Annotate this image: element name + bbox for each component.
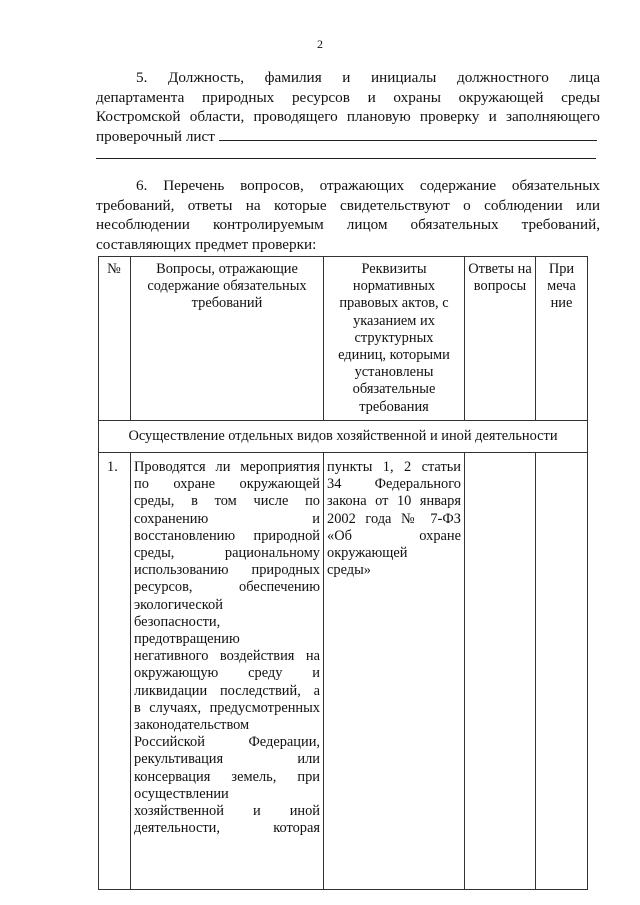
header-notes-line: При [548, 261, 575, 277]
row-question-line: сохранению и [134, 510, 320, 527]
row-requisites-line: пункты 1, 2 статьи [327, 459, 461, 475]
row-question [134, 459, 320, 837]
row-question-line: осуществлении [134, 785, 229, 802]
section-5-line: департамента природных ресурсов и охраны окружающей среды [96, 88, 600, 106]
row-requisites-line: среды» [327, 562, 371, 579]
section-6-line: составляющих предмет проверки: [96, 235, 317, 253]
table-border [98, 889, 588, 890]
header-questions-line: Вопросы, отражающие [156, 261, 298, 277]
header-requisites-line: нормативных [352, 278, 436, 295]
fill-in-line-blank[interactable] [96, 158, 596, 159]
header-requisites-line: структурных [354, 329, 434, 346]
section-6-line: 6. Перечень вопросов, отражающих содержание обязательных [136, 177, 600, 194]
section-5-line-text: проверочный лист [96, 127, 215, 145]
row-question-line: ресурсов, обеспечению [134, 579, 320, 596]
row-question-line: рекультивация или [134, 751, 320, 768]
row-number: 1. [107, 459, 118, 475]
row-question-line: окружающую среду и [134, 665, 320, 682]
row-answer-cell[interactable] [465, 459, 535, 879]
fill-in-line[interactable] [219, 127, 597, 141]
row-question-line: Проводятся ли мероприятия [134, 459, 320, 475]
section-5-line: 5. Должность, фамилия и инициалы должностного лица [136, 69, 600, 86]
header-requisites-line: обязательные [352, 381, 436, 398]
row-requisites-line: 2002 года № 7-ФЗ [327, 510, 461, 527]
row-question-line: деятельности, которая [134, 820, 320, 837]
table-border [130, 452, 131, 890]
row-requisites-line: закона от 10 января [327, 493, 461, 510]
row-question-line: восстановлению природной [134, 527, 320, 544]
header-questions-line: содержание обязательных [147, 278, 307, 295]
section-6-paragraph [96, 176, 600, 254]
row-question-line: ликвидации последствий, а [134, 682, 320, 699]
section-6-line: несоблюдении контролируемым лицом обязательных требований, [96, 216, 600, 233]
table-border [98, 256, 588, 257]
table-border [98, 452, 588, 453]
header-requisites-line: правовых актов, с [339, 295, 449, 312]
row-question-line: предотвращению [134, 631, 240, 648]
table-section-title: Осуществление отдельных видов хозяйственной и иной деятельности [128, 428, 558, 444]
section-5-line: Костромской области, проводящего плановую проверку и заполняющего [96, 108, 600, 125]
requirements-table [98, 256, 588, 890]
header-notes-line: меча [547, 278, 576, 295]
header-answers-line: Ответы на [468, 261, 532, 277]
table-border [587, 256, 588, 890]
header-number: № [107, 261, 121, 277]
row-note-cell[interactable] [536, 459, 587, 879]
header-questions [131, 261, 323, 313]
table-border [323, 452, 324, 890]
row-requisites [327, 459, 461, 579]
row-question-line: по охране окружающей [134, 476, 320, 493]
header-requisites-line: требования [359, 398, 429, 415]
row-question-line: негативного воздействия на [134, 648, 320, 665]
header-questions-line: требований [191, 295, 263, 312]
row-question-line: использованию природных [134, 562, 320, 579]
header-notes [536, 261, 587, 313]
row-question-line: безопасности, [134, 613, 221, 630]
header-notes-line: ние [550, 295, 573, 312]
page-number: 2 [317, 37, 323, 51]
row-question-line: среды, рациональному [134, 545, 320, 562]
section-5-paragraph [96, 68, 600, 146]
table-border [98, 420, 588, 421]
row-question-line: экологической [134, 596, 223, 613]
header-requisites [324, 261, 464, 416]
header-requisites-line: указанием их [353, 312, 435, 329]
section-5-line [96, 127, 600, 147]
row-question-line: Российской Федерации, [134, 734, 320, 751]
row-question-line: консервация земель, при [134, 768, 320, 785]
row-requisites-line: «Об охране [327, 527, 461, 544]
header-requisites-line: единиц, которыми [338, 347, 450, 364]
header-answers-line: вопросы [473, 278, 527, 295]
table-border [98, 256, 99, 890]
row-requisites-line: окружающей [327, 545, 408, 562]
row-requisites-line: 34 Федерального [327, 476, 461, 493]
section-6-line: требований, ответы на которые свидетельствуют о соблюдении или [96, 196, 600, 214]
row-question-line: законодательством [134, 717, 250, 734]
row-question-line: среды, в том числе по [134, 493, 320, 510]
header-requisites-line: Реквизиты [361, 261, 427, 277]
header-requisites-line: установлены [354, 364, 434, 381]
row-question-line: в случаях, предусмотренных [134, 699, 320, 716]
header-answers [465, 261, 535, 295]
row-question-line: хозяйственной и иной [134, 803, 320, 820]
